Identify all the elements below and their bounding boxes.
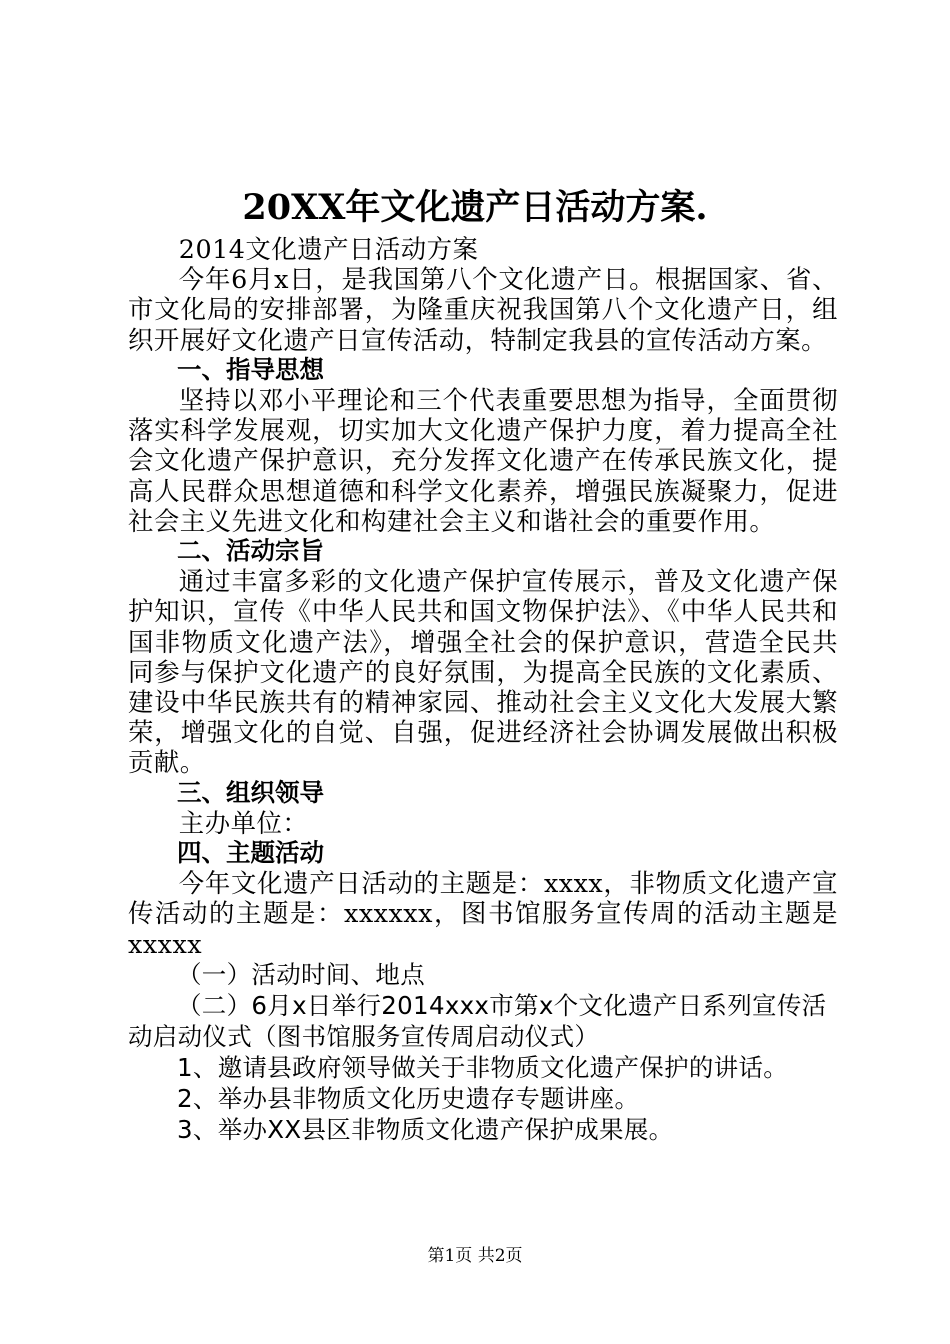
subsection-time-place: （一）活动时间、地点: [177, 959, 425, 989]
document-subtitle: 2014文化遗产日活动方案: [178, 234, 479, 264]
list-item: 1、邀请县政府领导做关于非物质文化遗产保护的讲话。: [177, 1052, 789, 1082]
section-text-purpose: 通过丰富多彩的文化遗产保护宣传展示，普及文化遗产保护知识，宣传《中华人民共和国文物保护法》、《中华人民共和国非物质文化遗产法》，增强全社会的保护意识，营造全民共同参与保护文化遗产的良好氛围，为提高全民族的文化素质、建设中华民族共有的精神家园、推动社会主义文化大发展大繁荣，增强文化的自觉、自强，促进经济社会协调发展做出积极贡献。: [128, 566, 838, 778]
section-text-guiding-ideology: 坚持以邓小平理论和三个代表重要思想为指导，全面贯彻落实科学发展观，切实加大文化遗产保护力度，着力提高全社会文化遗产保护意识，充分发挥文化遗产在传承民族文化，提高人民群众思想道德和科学文化素养，增强民族凝聚力，促进社会主义先进文化和构建社会主义和谐社会的重要作用。: [128, 385, 838, 536]
subsection-launch-ceremony: （二）6月x日举行2014xxx市第x个文化遗产日系列宣传活动启动仪式（图书馆服务宣传周启动仪式）: [128, 990, 827, 1051]
intro-paragraph: 今年6月x日，是我国第八个文化遗产日。根据国家、省、市文化局的安排部署，为隆重庆祝我国第八个文化遗产日，组织开展好文化遗产日宣传活动，特制定我县的宣传活动方案。: [128, 264, 838, 355]
page-title: 20XX年文化遗产日活动方案.: [242, 187, 708, 228]
section-text-theme-activities: 今年文化遗产日活动的主题是：xxxx，非物质文化遗产宣传活动的主题是：xxxxxx，图书馆服务宣传周的活动主题是xxxxx: [128, 868, 838, 959]
section-heading-theme-activities: 四、主题活动: [177, 838, 324, 868]
section-heading-purpose: 二、活动宗旨: [177, 536, 324, 566]
document-body: [128, 234, 838, 1145]
section-heading-organization: 三、组织领导: [177, 777, 324, 807]
page-number: 第1页 共2页: [427, 1246, 523, 1266]
section-text-organization: 主办单位：: [178, 807, 309, 838]
list-item: 2、举办县非物质文化历史遗存专题讲座。: [177, 1083, 640, 1113]
section-heading-guiding-ideology: 一、指导思想: [177, 354, 324, 384]
list-item: 3、举办XX县区非物质文化遗产保护成果展。: [177, 1114, 674, 1144]
